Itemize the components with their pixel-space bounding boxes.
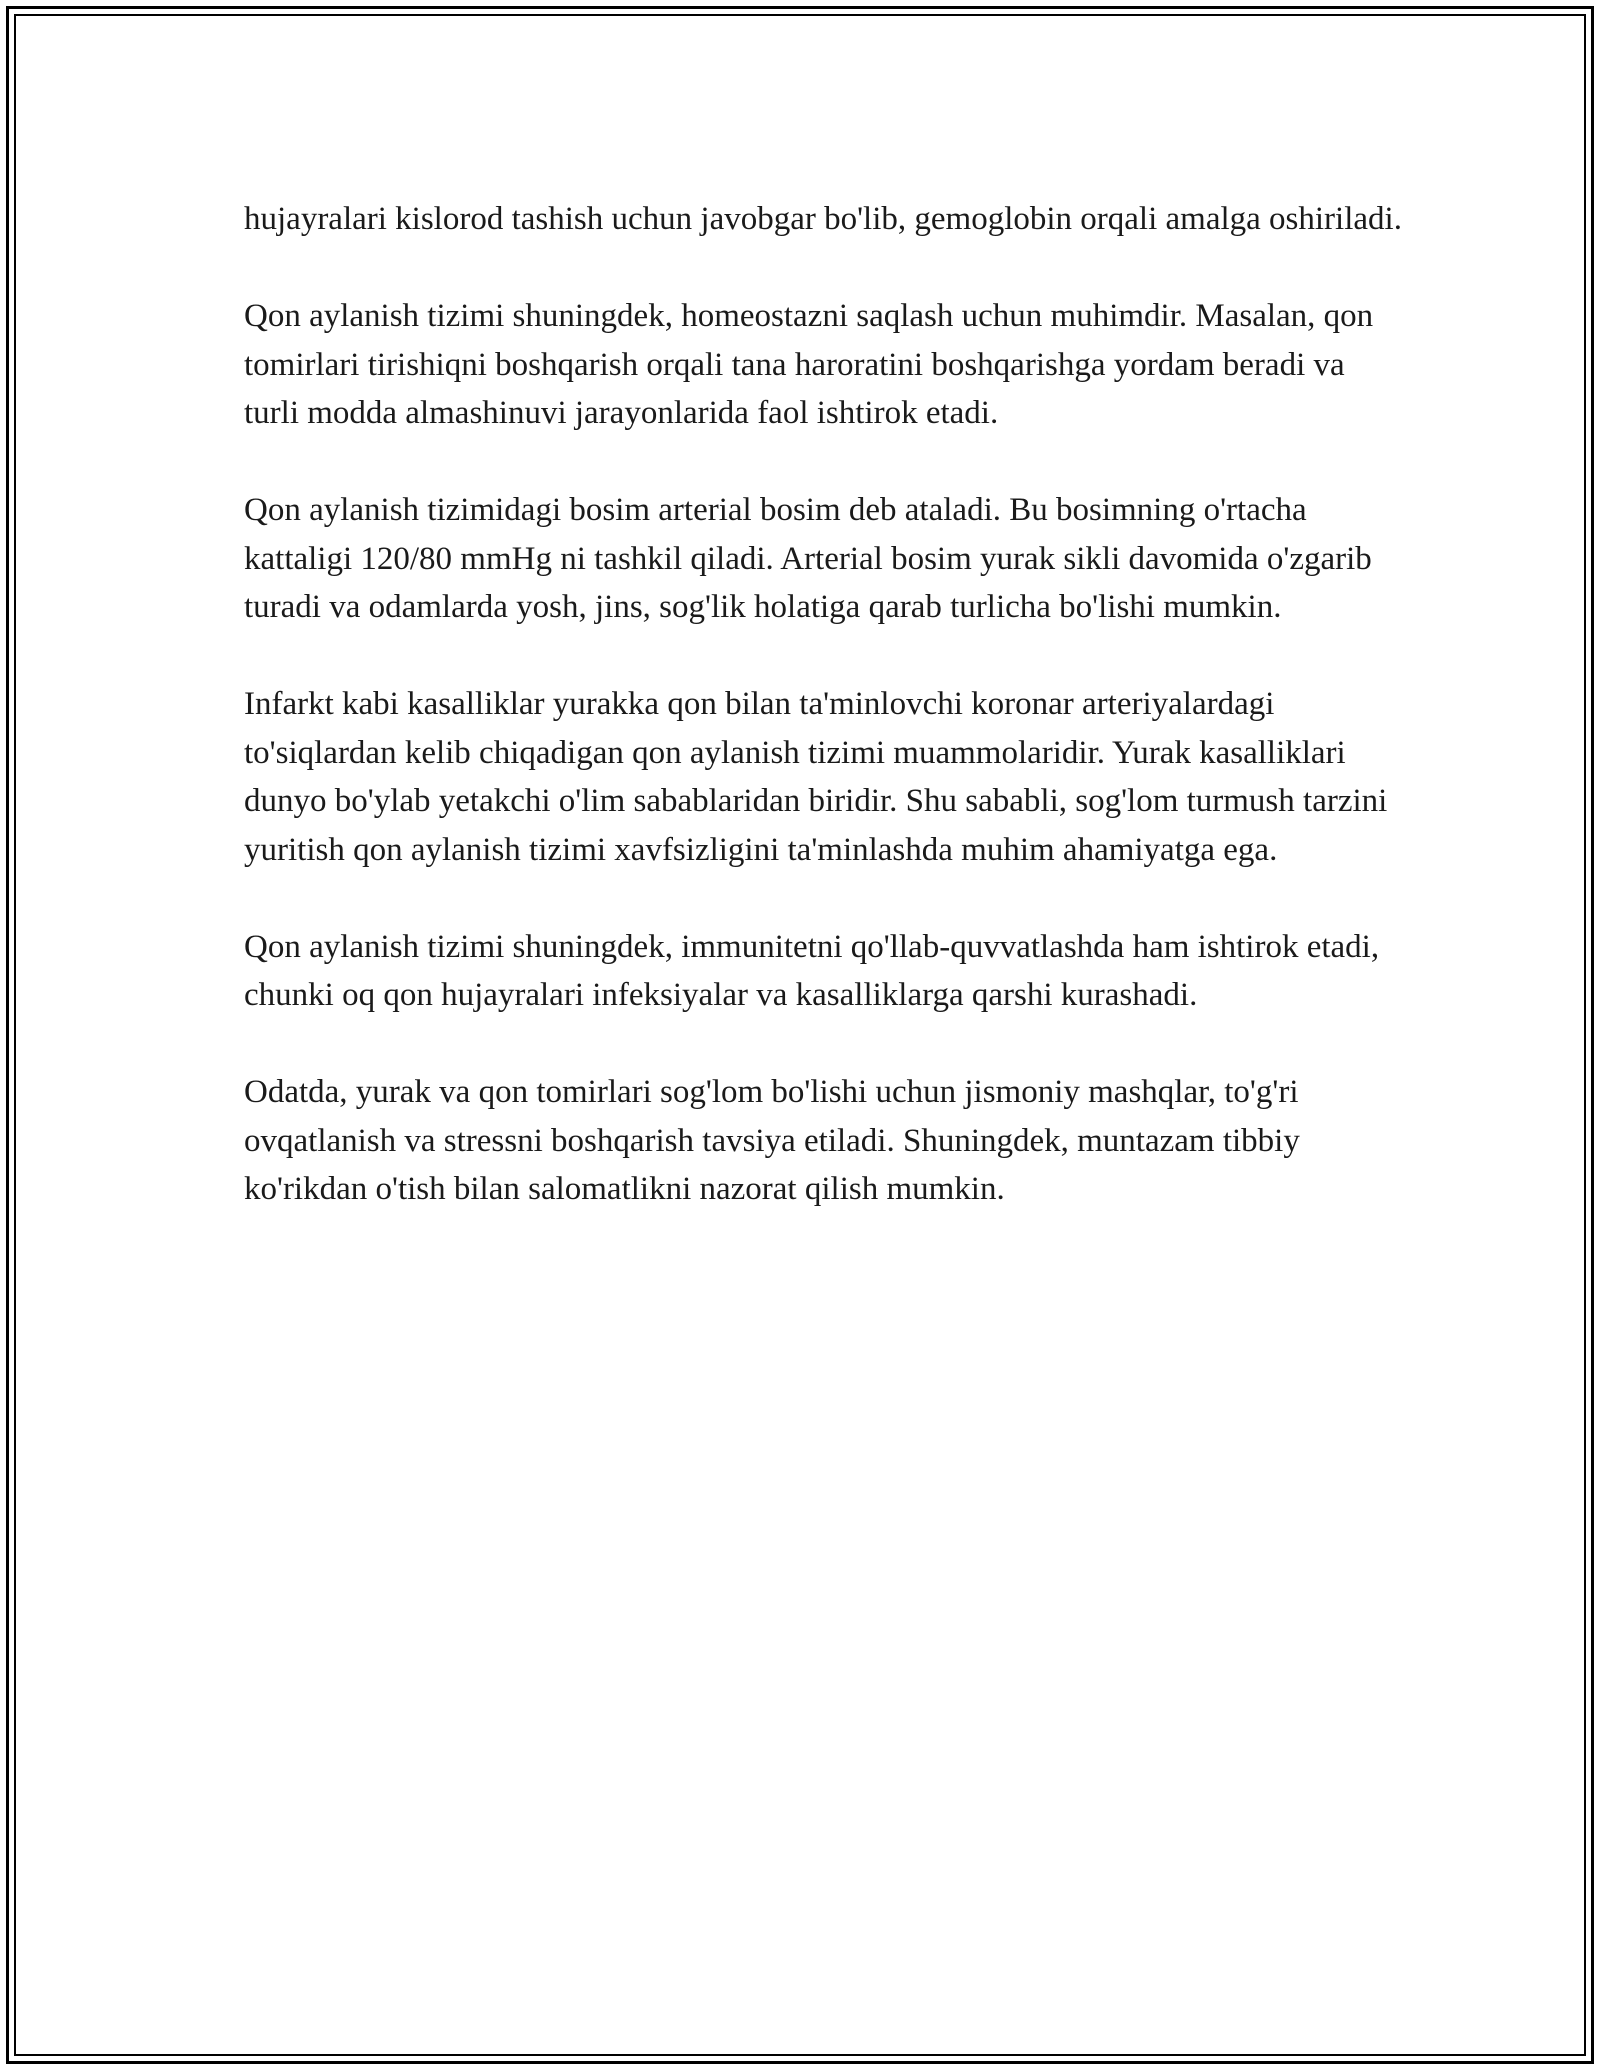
paragraph-2: Qon aylanish tizimi shuningdek, homeostazni saqlash uchun muhimdir. Masalan, qon tomirlari tirishiqni boshqarish orqali tana haroratini boshqarishga yordam beradi va turli modda almashinuvi jarayonlarida faol ishtirok etadi.	[244, 298, 1374, 431]
paragraph-1: hujayralari kislorod tashish uchun javobgar bo'lib, gemoglobin orqali amalga oshiriladi.	[244, 201, 1402, 237]
paragraph-3: Qon aylanish tizimidagi bosim arterial bosim deb ataladi. Bu bosimning o'rtacha kattaligi 120/80 mmHg ni tashkil qiladi. Arterial bosim yurak sikli davomida o'zgarib turadi va odamlarda yosh, jins, sog'lik holatiga qarab turlicha bo'lishi mumkin.	[244, 492, 1372, 625]
paragraph-4: Infarkt kabi kasalliklar yurakka qon bilan ta'minlovchi koronar arteriyalardagi to'siqlardan kelib chiqadigan qon aylanish tizimi muammolaridir. Yurak kasalliklari dunyo bo'ylab yetakchi o'lim sabablaridan biridir. Shu sababli, sog'lom turmush tarzini yuritish qon aylanish tizimi xavfsizligini ta'minlashda muhim ahamiyatga ega.	[244, 686, 1388, 868]
paragraph-6: Odatda, yurak va qon tomirlari sog'lom bo'lishi uchun jismoniy mashqlar, to'g'ri ovqatlanish va stressni boshqarish tavsiya etiladi. Shuningdek, muntazam tibbiy ko'rikdan o'tish bilan salomatlikni nazorat qilish mumkin.	[244, 1074, 1300, 1207]
document-body	[244, 195, 1404, 1262]
page-frame	[6, 6, 1594, 2064]
paragraph-5: Qon aylanish tizimi shuningdek, immunitetni qo'llab-quvvatlashda ham ishtirok etadi, chunki oq qon hujayralari infeksiyalar va kasalliklarga qarshi kurashadi.	[244, 928, 1380, 1013]
